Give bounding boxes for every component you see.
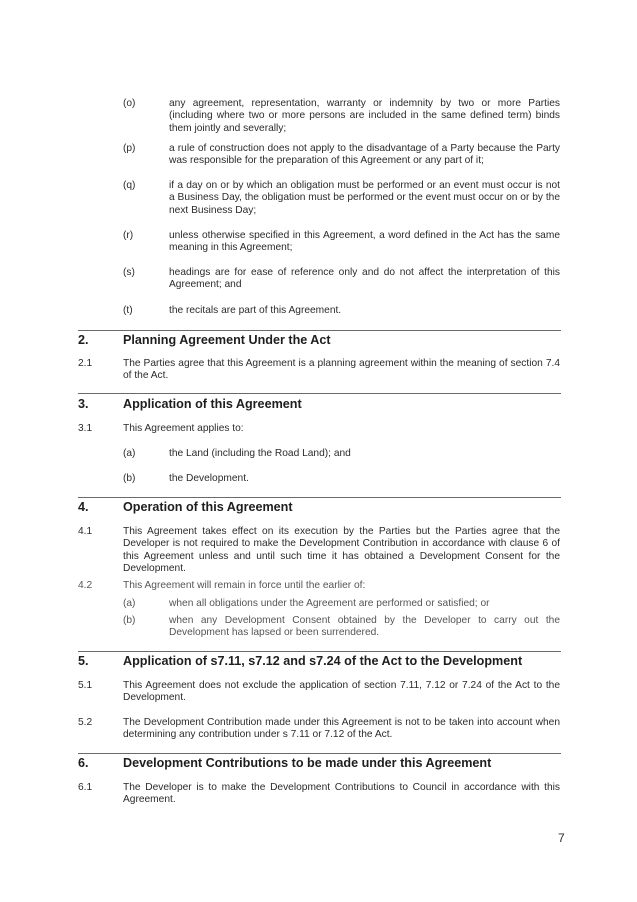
clause-number: 3.1 bbox=[78, 423, 93, 434]
clause-text: The Developer is to make the Development Contributions to Council in accordance with this Agreement. bbox=[123, 782, 560, 806]
clause-text: This Agreement takes effect on its execution by the Parties but the Parties agree that the Developer is not required to make the Development Contribution in accordance with clause 6 of this Agreement unless and until such time it has obtained a Development Consent for the Development. bbox=[123, 526, 560, 575]
clause-number: 4.2 bbox=[78, 580, 93, 591]
section-title: Application of s7.11, s7.12 and s7.24 of the Act to the Development bbox=[123, 654, 523, 668]
clause-text: The Parties agree that this Agreement is a planning agreement within the meaning of section 7.4 of the Act. bbox=[123, 358, 560, 382]
clause-number: 5.2 bbox=[78, 717, 93, 728]
item-number: (r) bbox=[123, 230, 134, 241]
clause-number: 4.1 bbox=[78, 526, 93, 537]
item-number: (o) bbox=[123, 98, 136, 109]
clause-text: This Agreement will remain in force until the earlier of: bbox=[123, 580, 366, 591]
page-number: 7 bbox=[558, 831, 565, 845]
item-text: when any Development Consent obtained by the Developer to carry out the Development has lapsed or been surrendered. bbox=[169, 615, 560, 639]
section-divider bbox=[78, 753, 561, 754]
item-text: headings are for ease of reference only and do not affect the interpretation of this Agreement; and bbox=[169, 267, 560, 291]
section-divider bbox=[78, 651, 561, 652]
item-text: the Land (including the Road Land); and bbox=[169, 448, 351, 459]
clause-text: The Development Contribution made under this Agreement is not to be taken into account when determining any contribution under s 7.11 or 7.12 of the Act. bbox=[123, 717, 560, 741]
clause-text: This Agreement applies to: bbox=[123, 423, 244, 434]
section-title: Operation of this Agreement bbox=[123, 500, 293, 514]
item-number: (q) bbox=[123, 180, 136, 191]
clause-text: This Agreement does not exclude the application of section 7.11, 7.12 or 7.24 of the Act to the Development. bbox=[123, 680, 560, 704]
item-text: the Development. bbox=[169, 473, 249, 484]
item-number: (t) bbox=[123, 305, 133, 316]
section-divider bbox=[78, 330, 561, 331]
item-number: (b) bbox=[123, 473, 136, 484]
item-text: any agreement, representation, warranty or indemnity by two or more Parties (including where two or more persons are included in the same defined term) binds them jointly and severally; bbox=[169, 98, 560, 134]
item-number: (b) bbox=[123, 615, 136, 626]
section-divider bbox=[78, 393, 561, 394]
section-number: 3. bbox=[78, 397, 89, 411]
section-title: Planning Agreement Under the Act bbox=[123, 333, 331, 347]
item-number: (s) bbox=[123, 267, 135, 278]
section-number: 2. bbox=[78, 333, 89, 347]
clause-number: 6.1 bbox=[78, 782, 93, 793]
section-divider bbox=[78, 497, 561, 498]
item-number: (p) bbox=[123, 143, 136, 154]
item-text: unless otherwise specified in this Agreement, a word defined in the Act has the same meaning in this Agreement; bbox=[169, 230, 560, 254]
clause-number: 5.1 bbox=[78, 680, 93, 691]
item-text: when all obligations under the Agreement are performed or satisfied; or bbox=[169, 598, 490, 609]
item-number: (a) bbox=[123, 448, 136, 459]
section-title: Application of this Agreement bbox=[123, 397, 302, 411]
item-number: (a) bbox=[123, 598, 136, 609]
item-text: a rule of construction does not apply to the disadvantage of a Party because the Party was responsible for the preparation of this Agreement or any part of it; bbox=[169, 143, 560, 167]
clause-number: 2.1 bbox=[78, 358, 93, 369]
section-title: Development Contributions to be made under this Agreement bbox=[123, 756, 492, 770]
item-text: if a day on or by which an obligation must be performed or an event must occur is not a Business Day, the obligation must be performed or the event must occur on or by the next Business Day; bbox=[169, 180, 560, 216]
section-number: 6. bbox=[78, 756, 89, 770]
section-number: 5. bbox=[78, 654, 89, 668]
section-number: 4. bbox=[78, 500, 89, 514]
item-text: the recitals are part of this Agreement. bbox=[169, 305, 342, 316]
